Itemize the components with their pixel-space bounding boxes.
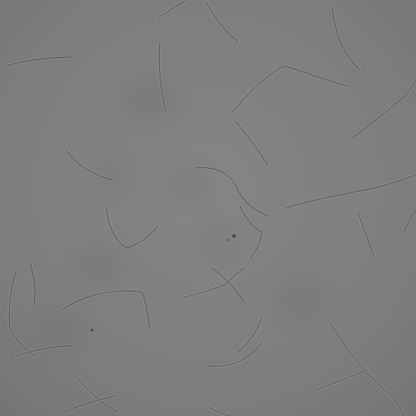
debris-speck — [227, 239, 229, 241]
debris-speck — [232, 234, 235, 237]
debris-speck — [91, 329, 93, 331]
